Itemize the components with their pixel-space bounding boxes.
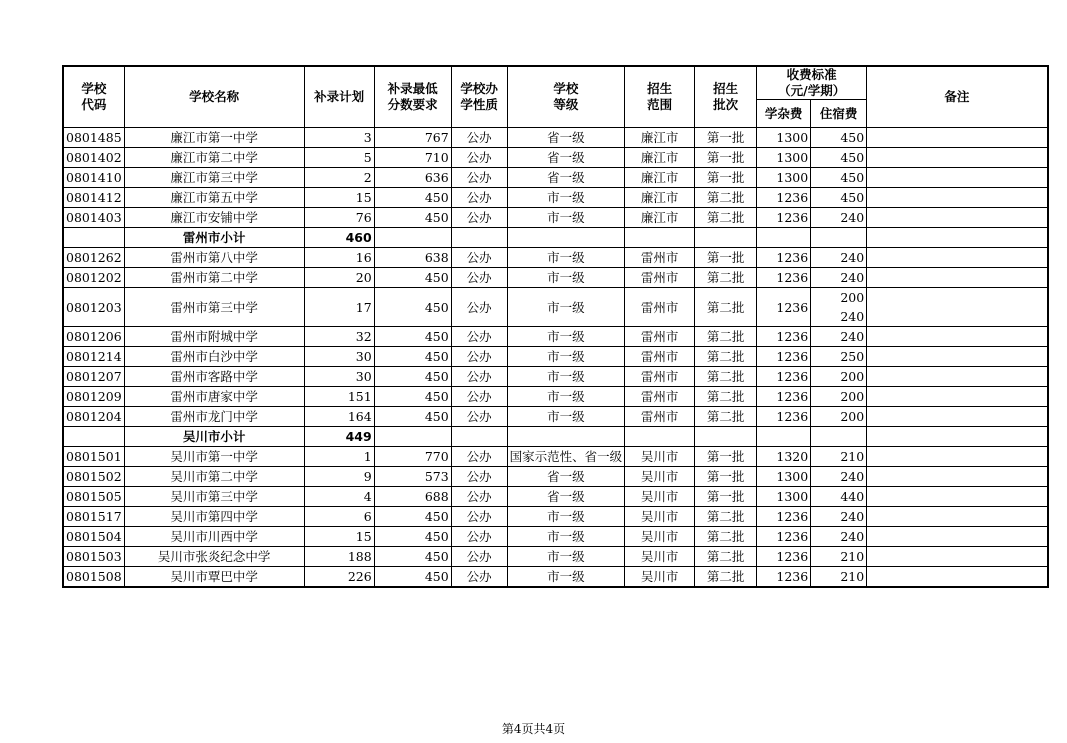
cell-remark — [867, 407, 1048, 427]
cell-batch: 第一批 — [695, 447, 757, 467]
cell-range: 雷州市 — [625, 268, 695, 288]
cell-boarding: 240 — [811, 467, 867, 487]
cell-nature: 公办 — [451, 547, 507, 567]
cell-plan: 30 — [304, 367, 374, 387]
cell-range: 吴川市 — [625, 547, 695, 567]
cell-plan: 17 — [304, 288, 374, 327]
page-footer: 第4页共4页 — [501, 722, 566, 736]
cell-school-name: 吴川市第四中学 — [124, 507, 304, 527]
cell-remark — [867, 447, 1048, 467]
cell-nature — [451, 427, 507, 447]
cell-school-name: 雷州市附城中学 — [124, 327, 304, 347]
cell-school-code: 0801412 — [63, 188, 124, 208]
table-body — [63, 128, 1048, 588]
cell-boarding: 450 — [811, 148, 867, 168]
cell-range: 吴川市 — [625, 567, 695, 588]
cell-plan: 16 — [304, 248, 374, 268]
header-boarding: 住宿费 — [811, 100, 867, 128]
cell-plan: 30 — [304, 347, 374, 367]
cell-min-score: 638 — [374, 248, 451, 268]
cell-min-score: 450 — [374, 527, 451, 547]
cell-batch: 第二批 — [695, 527, 757, 547]
cell-batch: 第二批 — [695, 367, 757, 387]
cell-remark — [867, 228, 1048, 248]
cell-tuition: 1300 — [757, 128, 811, 148]
cell-school-code: 0801214 — [63, 347, 124, 367]
table-row — [63, 447, 1048, 467]
cell-school-code: 0801206 — [63, 327, 124, 347]
cell-remark — [867, 288, 1048, 327]
cell-grade: 市一级 — [507, 327, 625, 347]
cell-range: 吴川市 — [625, 527, 695, 547]
cell-batch: 第一批 — [695, 487, 757, 507]
cell-range: 廉江市 — [625, 208, 695, 228]
cell-grade: 市一级 — [507, 547, 625, 567]
cell-nature: 公办 — [451, 467, 507, 487]
table-header — [63, 66, 1048, 128]
cell-min-score: 636 — [374, 168, 451, 188]
cell-plan: 151 — [304, 387, 374, 407]
cell-range: 雷州市 — [625, 367, 695, 387]
cell-range — [625, 228, 695, 248]
cell-boarding: 210 — [811, 567, 867, 588]
cell-remark — [867, 367, 1048, 387]
cell-grade: 市一级 — [507, 527, 625, 547]
cell-batch: 第二批 — [695, 268, 757, 288]
cell-range: 廉江市 — [625, 148, 695, 168]
cell-school-name: 雷州市客路中学 — [124, 367, 304, 387]
cell-range: 吴川市 — [625, 467, 695, 487]
cell-grade: 省一级 — [507, 168, 625, 188]
cell-batch: 第一批 — [695, 128, 757, 148]
cell-remark — [867, 128, 1048, 148]
cell-school-name: 吴川市张炎纪念中学 — [124, 547, 304, 567]
cell-school-code: 0801209 — [63, 387, 124, 407]
cell-tuition: 1300 — [757, 168, 811, 188]
cell-grade: 市一级 — [507, 288, 625, 327]
header-tuition: 学杂费 — [757, 100, 811, 128]
cell-min-score — [374, 228, 451, 248]
cell-boarding: 210 — [811, 447, 867, 467]
cell-plan: 449 — [304, 427, 374, 447]
cell-min-score: 688 — [374, 487, 451, 507]
cell-school-name: 吴川市川西中学 — [124, 527, 304, 547]
cell-school-name: 廉江市第一中学 — [124, 128, 304, 148]
cell-school-code: 0801517 — [63, 507, 124, 527]
cell-boarding — [811, 228, 867, 248]
cell-tuition: 1236 — [757, 507, 811, 527]
cell-plan: 15 — [304, 188, 374, 208]
cell-batch: 第二批 — [695, 547, 757, 567]
cell-grade: 市一级 — [507, 387, 625, 407]
cell-nature: 公办 — [451, 327, 507, 347]
cell-grade: 市一级 — [507, 268, 625, 288]
cell-school-name: 吴川市第一中学 — [124, 447, 304, 467]
cell-nature: 公办 — [451, 128, 507, 148]
cell-remark — [867, 347, 1048, 367]
cell-remark — [867, 188, 1048, 208]
table-row — [63, 188, 1048, 208]
cell-remark — [867, 327, 1048, 347]
cell-min-score: 450 — [374, 208, 451, 228]
cell-tuition: 1236 — [757, 248, 811, 268]
cell-batch: 第二批 — [695, 507, 757, 527]
cell-tuition: 1300 — [757, 487, 811, 507]
cell-grade — [507, 228, 625, 248]
cell-grade: 省一级 — [507, 467, 625, 487]
table-row — [63, 547, 1048, 567]
table-row — [63, 567, 1048, 588]
cell-nature: 公办 — [451, 507, 507, 527]
cell-grade: 市一级 — [507, 507, 625, 527]
table-row — [63, 347, 1048, 367]
cell-school-name: 廉江市安铺中学 — [124, 208, 304, 228]
cell-nature: 公办 — [451, 407, 507, 427]
cell-nature: 公办 — [451, 268, 507, 288]
cell-school-code: 0801402 — [63, 148, 124, 168]
cell-school-name: 雷州市第八中学 — [124, 248, 304, 268]
cell-nature: 公办 — [451, 188, 507, 208]
cell-remark — [867, 387, 1048, 407]
cell-school-name: 吴川市小计 — [124, 427, 304, 447]
cell-remark — [867, 527, 1048, 547]
cell-min-score: 710 — [374, 148, 451, 168]
cell-tuition: 1236 — [757, 347, 811, 367]
cell-boarding: 250 — [811, 347, 867, 367]
cell-boarding — [811, 427, 867, 447]
cell-plan: 164 — [304, 407, 374, 427]
table-row — [63, 148, 1048, 168]
cell-plan: 460 — [304, 228, 374, 248]
cell-range — [625, 427, 695, 447]
cell-grade: 省一级 — [507, 487, 625, 507]
cell-min-score: 450 — [374, 347, 451, 367]
cell-batch: 第二批 — [695, 387, 757, 407]
cell-min-score: 450 — [374, 188, 451, 208]
cell-boarding: 440 — [811, 487, 867, 507]
cell-nature: 公办 — [451, 487, 507, 507]
cell-nature: 公办 — [451, 148, 507, 168]
cell-school-name: 雷州市第三中学 — [124, 288, 304, 327]
cell-boarding: 450 — [811, 188, 867, 208]
cell-tuition: 1236 — [757, 547, 811, 567]
header-school-code: 学校 代码 — [63, 66, 124, 128]
cell-boarding: 450 — [811, 128, 867, 148]
cell-remark — [867, 487, 1048, 507]
cell-school-name: 廉江市第二中学 — [124, 148, 304, 168]
table-row — [63, 387, 1048, 407]
cell-range: 雷州市 — [625, 407, 695, 427]
cell-range: 雷州市 — [625, 288, 695, 327]
cell-batch: 第一批 — [695, 248, 757, 268]
cell-school-code: 0801207 — [63, 367, 124, 387]
cell-nature: 公办 — [451, 208, 507, 228]
cell-batch: 第二批 — [695, 347, 757, 367]
cell-tuition: 1236 — [757, 367, 811, 387]
cell-school-code: 0801485 — [63, 128, 124, 148]
cell-tuition: 1236 — [757, 327, 811, 347]
cell-min-score: 450 — [374, 547, 451, 567]
cell-grade: 省一级 — [507, 128, 625, 148]
cell-nature — [451, 228, 507, 248]
table-row — [63, 268, 1048, 288]
cell-tuition — [757, 427, 811, 447]
cell-grade: 市一级 — [507, 248, 625, 268]
header-plan: 补录计划 — [304, 66, 374, 128]
cell-tuition: 1236 — [757, 527, 811, 547]
table-row — [63, 327, 1048, 347]
cell-boarding: 240 — [811, 208, 867, 228]
cell-grade: 国家示范性、省一级 — [507, 447, 625, 467]
cell-boarding: 200 240 — [811, 288, 867, 327]
cell-grade: 市一级 — [507, 347, 625, 367]
cell-batch: 第二批 — [695, 327, 757, 347]
cell-school-name: 雷州市小计 — [124, 228, 304, 248]
cell-boarding: 240 — [811, 327, 867, 347]
cell-range: 吴川市 — [625, 507, 695, 527]
cell-school-name: 廉江市第三中学 — [124, 168, 304, 188]
cell-min-score: 767 — [374, 128, 451, 148]
table-row — [63, 487, 1048, 507]
cell-min-score: 770 — [374, 447, 451, 467]
cell-tuition — [757, 228, 811, 248]
cell-nature: 公办 — [451, 248, 507, 268]
cell-grade: 市一级 — [507, 188, 625, 208]
cell-min-score: 450 — [374, 507, 451, 527]
cell-plan: 20 — [304, 268, 374, 288]
cell-nature: 公办 — [451, 567, 507, 588]
table-row — [63, 527, 1048, 547]
header-range: 招生 范围 — [625, 66, 695, 128]
cell-school-name: 吴川市第二中学 — [124, 467, 304, 487]
cell-boarding: 240 — [811, 527, 867, 547]
cell-school-code: 0801410 — [63, 168, 124, 188]
cell-batch: 第一批 — [695, 168, 757, 188]
cell-school-code: 0801501 — [63, 447, 124, 467]
cell-nature: 公办 — [451, 387, 507, 407]
cell-range: 雷州市 — [625, 387, 695, 407]
cell-school-name: 吴川市第三中学 — [124, 487, 304, 507]
cell-school-name: 雷州市唐家中学 — [124, 387, 304, 407]
cell-min-score: 450 — [374, 567, 451, 588]
cell-remark — [867, 168, 1048, 188]
cell-nature: 公办 — [451, 347, 507, 367]
cell-min-score: 450 — [374, 288, 451, 327]
cell-batch: 第二批 — [695, 407, 757, 427]
header-grade: 学校 等级 — [507, 66, 625, 128]
cell-boarding: 200 — [811, 367, 867, 387]
cell-remark — [867, 248, 1048, 268]
cell-remark — [867, 507, 1048, 527]
cell-tuition: 1300 — [757, 467, 811, 487]
cell-school-code: 0801503 — [63, 547, 124, 567]
cell-plan: 76 — [304, 208, 374, 228]
cell-remark — [867, 268, 1048, 288]
cell-remark — [867, 208, 1048, 228]
cell-school-code: 0801262 — [63, 248, 124, 268]
cell-grade: 市一级 — [507, 208, 625, 228]
cell-boarding: 240 — [811, 507, 867, 527]
table-row — [63, 367, 1048, 387]
cell-boarding: 200 — [811, 407, 867, 427]
table-row — [63, 208, 1048, 228]
cell-tuition: 1236 — [757, 208, 811, 228]
header-batch: 招生 批次 — [695, 66, 757, 128]
cell-school-code: 0801203 — [63, 288, 124, 327]
cell-boarding: 210 — [811, 547, 867, 567]
cell-plan: 15 — [304, 527, 374, 547]
cell-school-name: 雷州市龙门中学 — [124, 407, 304, 427]
header-remark: 备注 — [867, 66, 1048, 128]
cell-batch — [695, 228, 757, 248]
cell-range: 吴川市 — [625, 447, 695, 467]
header-min-score: 补录最低 分数要求 — [374, 66, 451, 128]
cell-boarding: 450 — [811, 168, 867, 188]
cell-school-name: 雷州市白沙中学 — [124, 347, 304, 367]
table-row — [63, 507, 1048, 527]
cell-school-code: 0801202 — [63, 268, 124, 288]
cell-min-score: 450 — [374, 387, 451, 407]
cell-school-code: 0801502 — [63, 467, 124, 487]
cell-range: 廉江市 — [625, 188, 695, 208]
cell-plan: 32 — [304, 327, 374, 347]
cell-plan: 2 — [304, 168, 374, 188]
subtotal-row — [63, 228, 1048, 248]
cell-school-code: 0801204 — [63, 407, 124, 427]
cell-range: 雷州市 — [625, 347, 695, 367]
cell-min-score: 573 — [374, 467, 451, 487]
cell-remark — [867, 467, 1048, 487]
cell-school-name: 吴川市覃巴中学 — [124, 567, 304, 588]
cell-batch — [695, 427, 757, 447]
cell-min-score: 450 — [374, 327, 451, 347]
cell-remark — [867, 148, 1048, 168]
cell-plan: 5 — [304, 148, 374, 168]
cell-school-code: 0801504 — [63, 527, 124, 547]
cell-tuition: 1236 — [757, 407, 811, 427]
cell-remark — [867, 547, 1048, 567]
cell-range: 雷州市 — [625, 248, 695, 268]
admission-table — [62, 65, 1049, 588]
cell-plan: 9 — [304, 467, 374, 487]
cell-min-score: 450 — [374, 268, 451, 288]
cell-plan: 6 — [304, 507, 374, 527]
cell-min-score: 450 — [374, 367, 451, 387]
cell-batch: 第二批 — [695, 208, 757, 228]
cell-boarding: 240 — [811, 268, 867, 288]
cell-nature: 公办 — [451, 447, 507, 467]
cell-grade: 市一级 — [507, 407, 625, 427]
cell-range: 廉江市 — [625, 168, 695, 188]
cell-nature: 公办 — [451, 527, 507, 547]
cell-plan: 188 — [304, 547, 374, 567]
cell-school-name: 雷州市第二中学 — [124, 268, 304, 288]
cell-school-name: 廉江市第五中学 — [124, 188, 304, 208]
cell-grade: 市一级 — [507, 367, 625, 387]
cell-grade: 省一级 — [507, 148, 625, 168]
cell-plan: 3 — [304, 128, 374, 148]
cell-tuition: 1300 — [757, 148, 811, 168]
cell-tuition: 1236 — [757, 288, 811, 327]
cell-grade — [507, 427, 625, 447]
cell-batch: 第一批 — [695, 148, 757, 168]
cell-boarding: 240 — [811, 248, 867, 268]
cell-school-code: 0801403 — [63, 208, 124, 228]
cell-school-code — [63, 427, 124, 447]
cell-school-code: 0801505 — [63, 487, 124, 507]
table-row — [63, 288, 1048, 327]
table-row — [63, 407, 1048, 427]
cell-nature: 公办 — [451, 288, 507, 327]
cell-batch: 第一批 — [695, 467, 757, 487]
cell-boarding: 200 — [811, 387, 867, 407]
cell-tuition: 1236 — [757, 567, 811, 588]
table-row — [63, 248, 1048, 268]
cell-range: 雷州市 — [625, 327, 695, 347]
cell-school-code — [63, 228, 124, 248]
cell-plan: 226 — [304, 567, 374, 588]
cell-grade: 市一级 — [507, 567, 625, 588]
cell-min-score: 450 — [374, 407, 451, 427]
table-row — [63, 128, 1048, 148]
cell-tuition: 1320 — [757, 447, 811, 467]
table-row — [63, 168, 1048, 188]
cell-plan: 4 — [304, 487, 374, 507]
subtotal-row — [63, 427, 1048, 447]
cell-range: 廉江市 — [625, 128, 695, 148]
cell-tuition: 1236 — [757, 387, 811, 407]
cell-batch: 第二批 — [695, 188, 757, 208]
cell-remark — [867, 567, 1048, 588]
header-school-name: 学校名称 — [124, 66, 304, 128]
table-row — [63, 467, 1048, 487]
cell-school-code: 0801508 — [63, 567, 124, 588]
cell-tuition: 1236 — [757, 188, 811, 208]
cell-min-score — [374, 427, 451, 447]
cell-tuition: 1236 — [757, 268, 811, 288]
cell-batch: 第二批 — [695, 288, 757, 327]
cell-batch: 第二批 — [695, 567, 757, 588]
header-fee-standard: 收费标准 （元/学期） — [757, 66, 867, 100]
cell-nature: 公办 — [451, 367, 507, 387]
cell-plan: 1 — [304, 447, 374, 467]
cell-range: 吴川市 — [625, 487, 695, 507]
cell-nature: 公办 — [451, 168, 507, 188]
header-nature: 学校办 学性质 — [451, 66, 507, 128]
cell-remark — [867, 427, 1048, 447]
